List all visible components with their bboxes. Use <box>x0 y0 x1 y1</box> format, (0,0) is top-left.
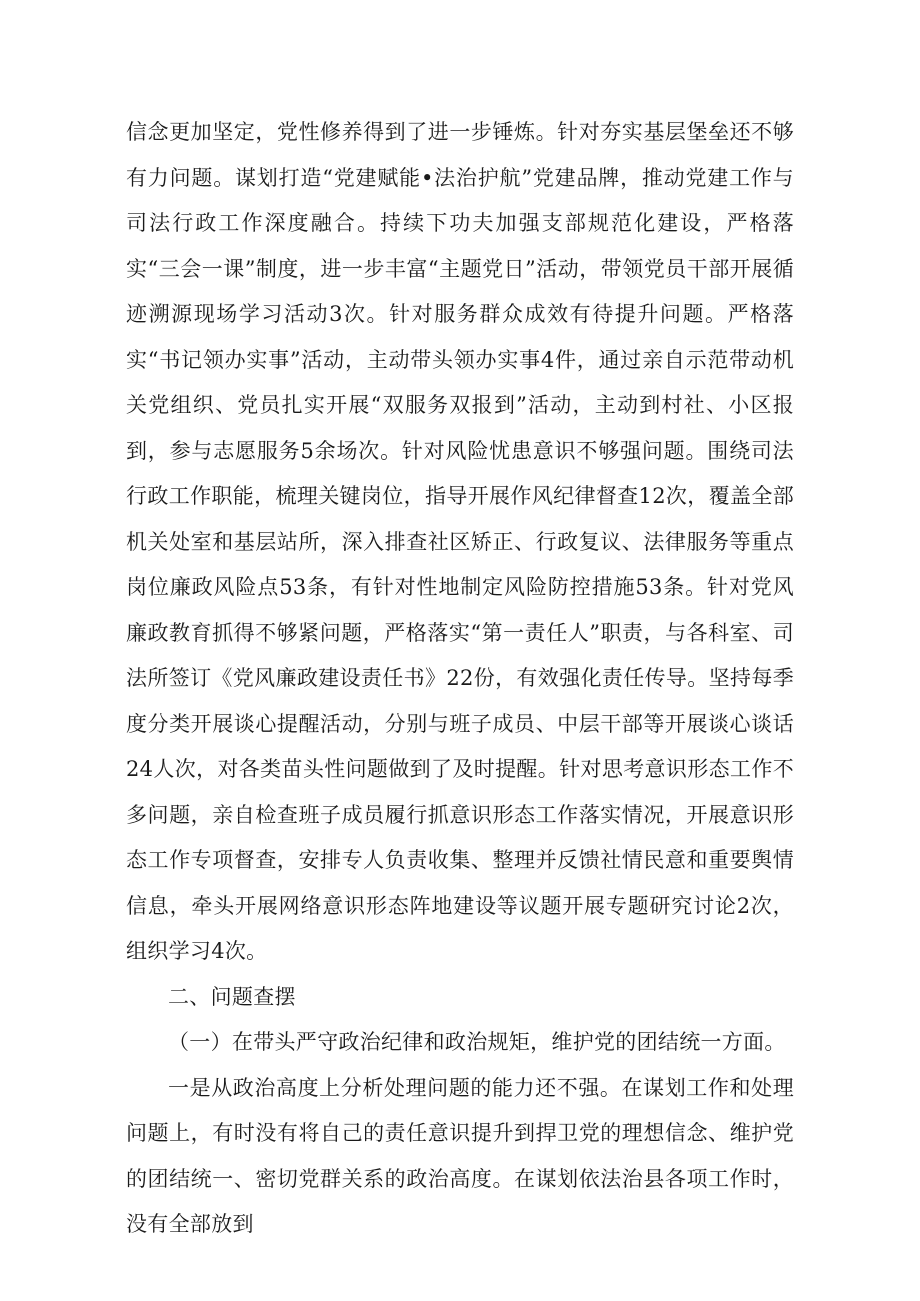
section-heading: 二、问题查摆 <box>168 984 296 1009</box>
subsection-heading: （一）在带头严守政治纪律和政治规矩，维护党的团结统一方面。 <box>168 1030 786 1054</box>
document-page <box>126 110 794 1248</box>
body-paragraph-point-one: 一是从政治高度上分析处理问题的能力还不强。在谋划工作和处理问题上，有时没有将自己的责任意识提升到捍卫党的理想信念、维护党的团结统一、密切党群关系的政治高度。在谋划依法治县各项工作时，没有全部放到 <box>126 1075 794 1236</box>
body-paragraph: 信念更加坚定，党性修养得到了进一步锤炼。针对夯实基层堡垒还不够有力问题。谋划打造“党建赋能•法治护航”党建品牌，推动党建工作与司法行政工作深度融合。持续下功夫加强支部规范化建设，严格落实“三会一课”制度，进一步丰富“主题党日”活动，带领党员干部开展循迹溯源现场学习活动3次。针对服务群众成效有待提升问题。严格落实“书记领办实事”活动，主动带头领办实事4件，通过亲自示范带动机关党组织、党员扎实开展“双服务双报到”活动，主动到村社、小区报到，参与志愿服务5余场次。针对风险忧患意识不够强问题。围绕司法行政工作职能，梳理关键岗位，指导开展作风纪律督查12次，覆盖全部机关处室和基层站所，深入排查社区矫正、行政复议、法律服务等重点岗位廉政风险点53条，有针对性地制定风险防控措施53条。针对党风廉政教育抓得不够紧问题，严格落实“第一责任人”职责，与各科室、司法所签订《党风廉政建设责任书》22份，有效强化责任传导。坚持每季度分类开展谈心提醒活动，分别与班子成员、中层干部等开展谈心谈话24人次，对各类苗头性问题做到了及时提醒。针对思考意识形态工作不多问题，亲自检查班子成员履行抓意识形态工作落实情况，开展意识形态工作专项督查，安排专人负责收集、整理并反馈社情民意和重要舆情信息，牵头开展网络意识形态阵地建设等议题开展专题研究讨论2次，组织学习4次。 <box>126 120 794 963</box>
